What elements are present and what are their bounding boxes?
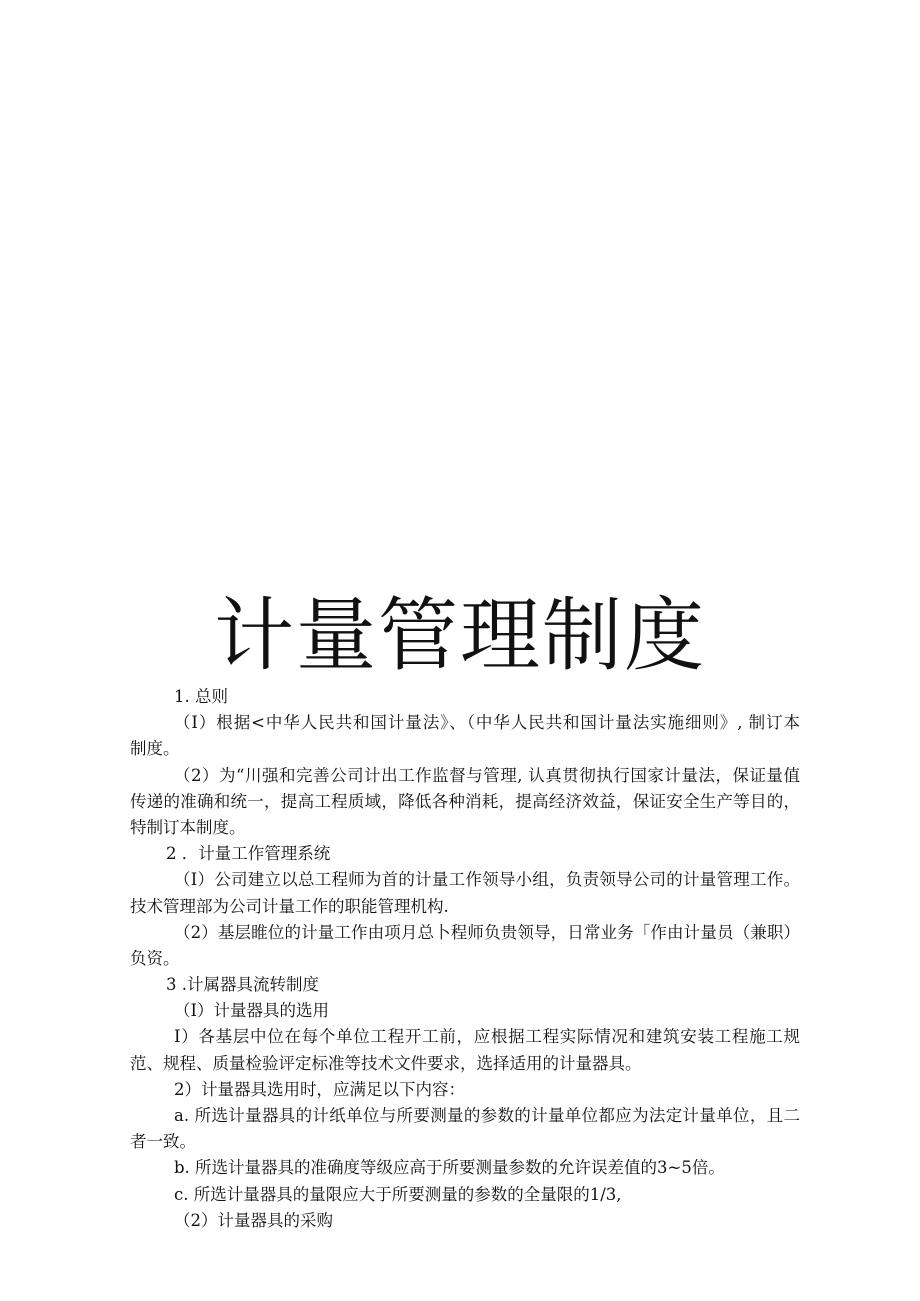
document-body [130,684,800,1234]
list-item-b: b. 所选计量器具的准确度等级应高于所要测量参数的允许误差值的3~5倍。 [174,1158,725,1178]
paragraph-line: （I）公司建立以总工程师为首的计量工作领导小组，负责领导公司的计量管理工作。 [174,870,800,890]
paragraph-line: 传递的准确和统一，提高工程质域，降低各种消耗，提高经济效益，保证安全生产等目的， [130,791,800,811]
paragraph-line: （2）为“川强和完善公司计出工作监督与管理, 认真贯彻执行国家计量法，保证量值 [174,765,800,785]
paragraph-line: 特制订本制度。 [130,817,246,837]
document-title: 计量管理制度 [214,589,706,682]
paragraph-line: 负资。 [130,948,180,968]
paragraph-line: （2）基层睢位的计量工作由项月总卜程师负贵领导，日常业务「作由计量员（兼职） [174,922,800,942]
paragraph-line: 2）计量器具选用时，应满足以下内容： [174,1079,465,1099]
paragraph-line: （I）根据<中华人民共和国计量法》、（中华人民共和国计量法实施细则》, 制订本 [174,713,800,733]
subsection-heading: （I）计量器具的选用 [174,1001,330,1021]
paragraph-line: 技术管理部为公司计量工作的职能管理机构. [130,896,449,916]
subsection-heading: （2）计量器具的采购 [174,1210,333,1230]
section-heading-3: 3 .计属器具流转制度 [166,975,319,995]
section-heading-2: 2 ．计量工作管理系统 [166,844,331,864]
list-item-c: c. 所选计量器具的量限应大于所要测量的参数的全量限的1/3, [174,1184,622,1204]
paragraph-line: 者一致。 [130,1132,196,1152]
paragraph-line: I）各基层中位在每个单位工程开工前，应根据工程实际情况和建筑安装工程施工规 [174,1027,800,1047]
section-heading-1: 1. 总则 [174,687,228,706]
paragraph-line: 范、规程、质量检验评定标准等技术文件要求，选择适用的计量器具。 [130,1053,642,1073]
list-item-a: a. 所选计量器具的计纸单位与所要测量的参数的计量单位都应为法定计量单位，且二 [174,1106,800,1125]
paragraph-line: 制度。 [130,739,180,759]
